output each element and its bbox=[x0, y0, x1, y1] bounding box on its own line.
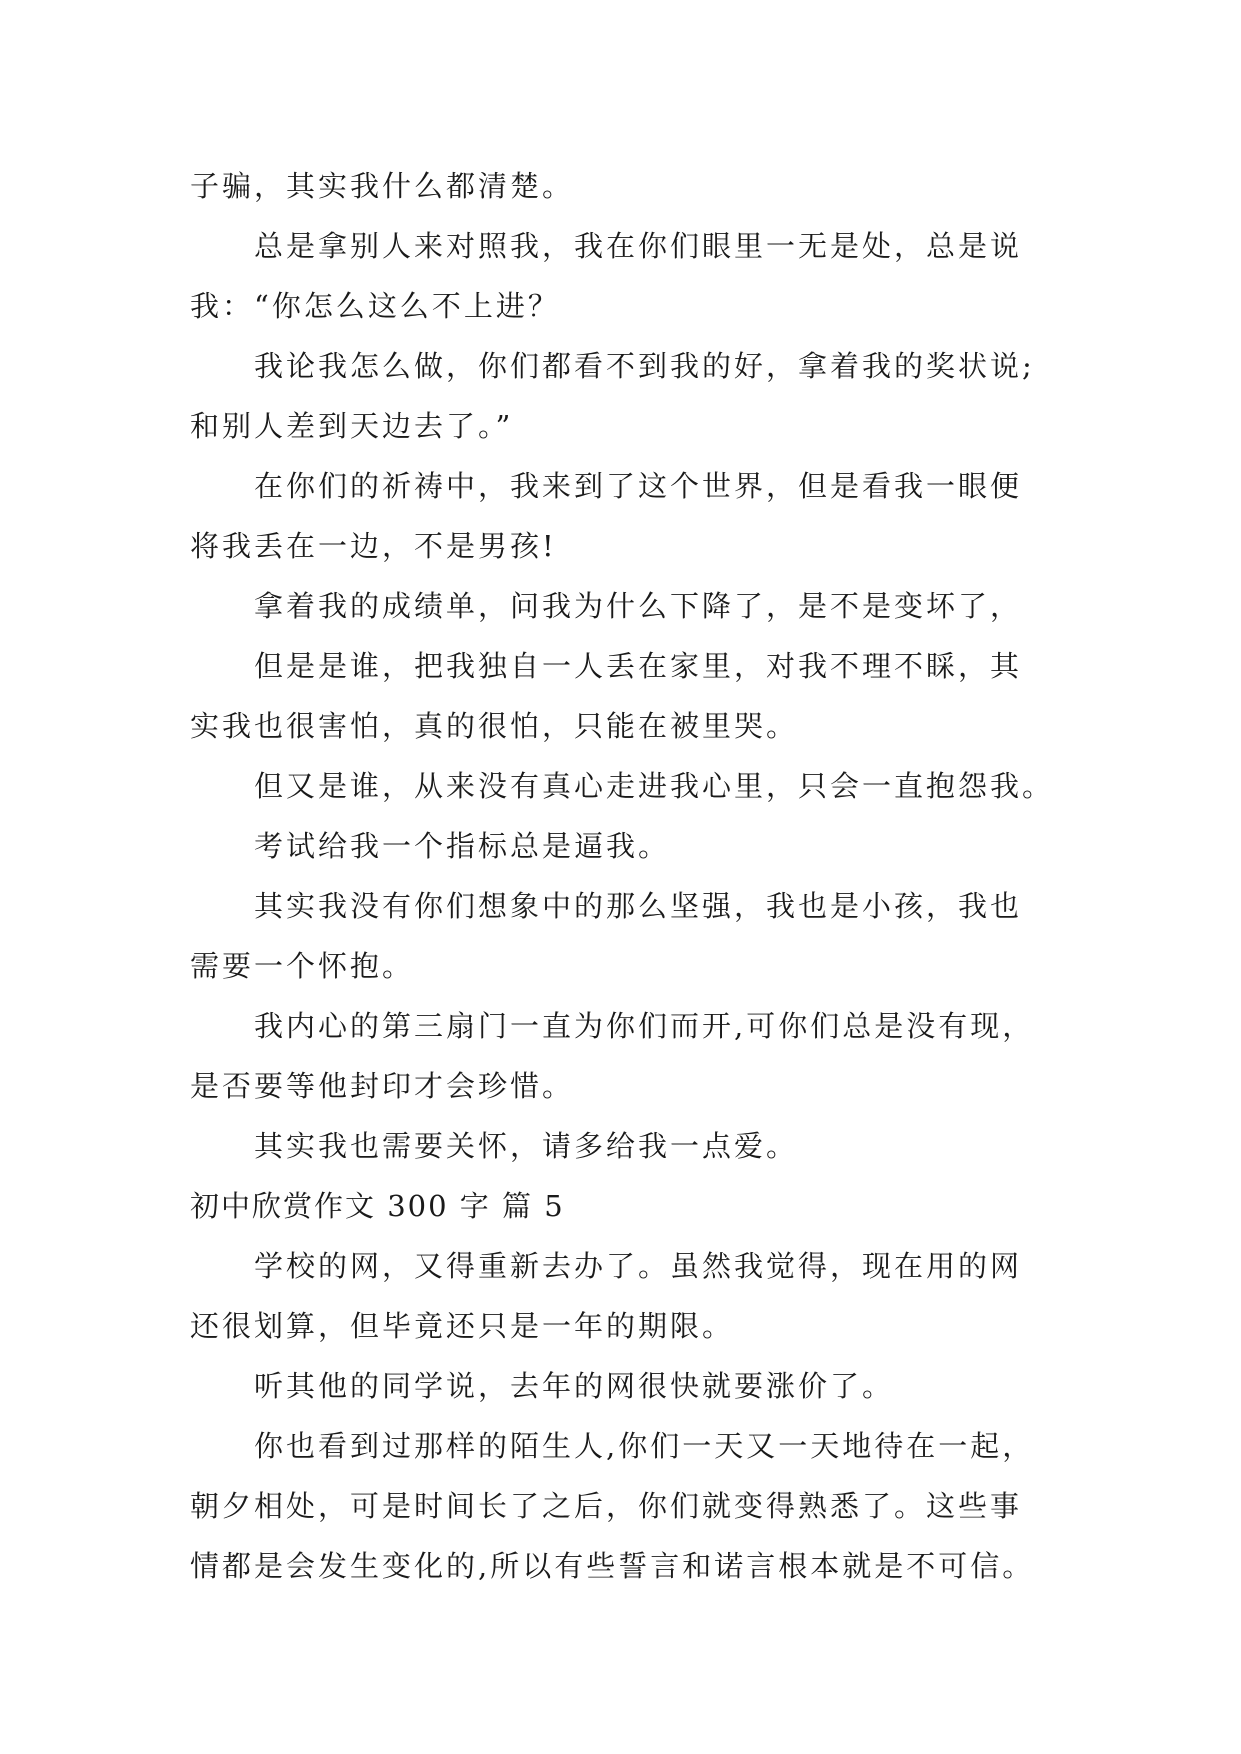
text-line: 和别人差到天边去了。” bbox=[190, 409, 514, 443]
text-line: 我论我怎么做，你们都看不到我的好，拿着我的奖状说; bbox=[254, 349, 1035, 383]
text-line: 是否要等他封印才会珍惜。 bbox=[190, 1069, 575, 1103]
document-body bbox=[190, 156, 1055, 1596]
text-line: 需要一个怀抱。 bbox=[190, 949, 415, 983]
text-line: 考试给我一个指标总是逼我。 bbox=[254, 829, 671, 863]
text-line: 在你们的祈祷中，我来到了这个世界，但是看我一眼便 bbox=[254, 469, 1023, 503]
section-heading: 初中欣赏作文 300 字 篇 5 bbox=[190, 1189, 565, 1223]
text-line: 实我也很害怕，真的很怕，只能在被里哭。 bbox=[190, 709, 799, 743]
text-line: 子骗，其实我什么都清楚。 bbox=[190, 169, 575, 203]
text-line: 我内心的第三扇门一直为你们而开,可你们总是没有现， bbox=[254, 1009, 1035, 1043]
text-line: 但是是谁，把我独自一人丢在家里，对我不理不睬，其 bbox=[254, 649, 1023, 683]
text-line: 学校的网，又得重新去办了。虽然我觉得，现在用的网 bbox=[254, 1249, 1023, 1283]
text-line: 情都是会发生变化的,所以有些誓言和诺言根本就是不可信。 bbox=[190, 1549, 1035, 1583]
text-line: 你也看到过那样的陌生人,你们一天又一天地待在一起， bbox=[254, 1429, 1035, 1463]
text-line: 拿着我的成绩单，问我为什么下降了，是不是变坏了， bbox=[254, 589, 1023, 623]
text-line: 将我丢在一边，不是男孩! bbox=[190, 529, 557, 563]
text-line: 听其他的同学说，去年的网很快就要涨价了。 bbox=[254, 1369, 895, 1403]
text-line: 我：“你怎么这么不上进？ bbox=[190, 289, 560, 323]
text-line: 其实我没有你们想象中的那么坚强，我也是小孩，我也 bbox=[254, 889, 1023, 923]
text-line: 总是拿别人来对照我，我在你们眼里一无是处，总是说 bbox=[254, 229, 1023, 263]
text-line: 还很划算，但毕竟还只是一年的期限。 bbox=[190, 1309, 735, 1343]
text-line: 但又是谁，从来没有真心走进我心里，只会一直抱怨我。 bbox=[254, 769, 1055, 803]
text-line: 其实我也需要关怀，请多给我一点爱。 bbox=[254, 1129, 799, 1163]
text-line: 朝夕相处，可是时间长了之后，你们就变得熟悉了。这些事 bbox=[190, 1489, 1023, 1523]
